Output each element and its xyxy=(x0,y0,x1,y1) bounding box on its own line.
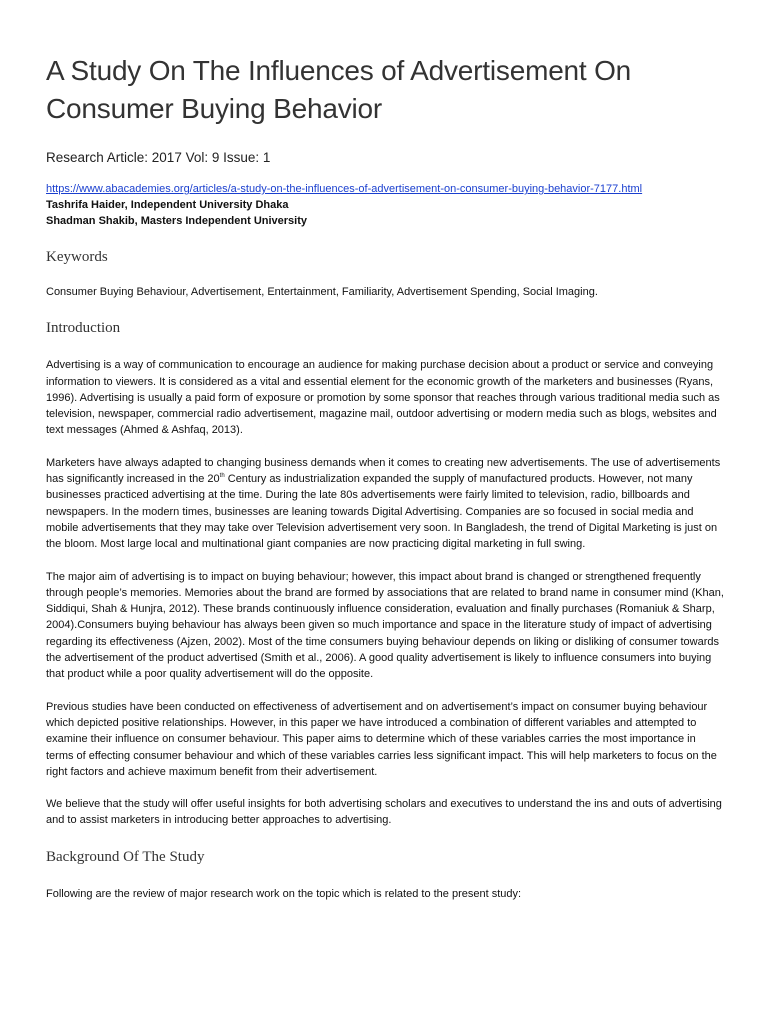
article xyxy=(46,52,726,902)
article-title: A Study On The Influences of Advertisement On Consumer Buying Behavior xyxy=(46,55,632,124)
keywords-text: Consumer Buying Behaviour, Advertisement, Entertainment, Familiarity, Advertisement Spending, Social Imaging. xyxy=(46,286,598,298)
background-paragraph-1: Following are the review of major research work on the topic which is related to the present study: xyxy=(46,887,522,900)
author-2: Shadman Shakib, Masters Independent University xyxy=(46,215,308,227)
intro-paragraph-5: We believe that the study will offer useful insights for both advertising scholars and executives to understand the ins and outs of advertising and to assist marketers in introducing better approaches to advertising. xyxy=(46,798,722,827)
article-meta: Research Article: 2017 Vol: 9 Issue: 1 xyxy=(46,150,271,165)
intro-paragraph-1: Advertising is a way of communication to encourage an audience for making purchase decision about a product or service and conveying information to viewers. It is considered as a vital and essential element for the economic growth of the marketers and businesses (Ryans, 1996). Advertising is usually a paid form of exposure or promotion by some sponsor that reaches through various traditional media such as television, newspaper, commercial radio advertisement, magazine mail, outdoor advertising or modern media such as blogs, websites and text messages (Ahmed & Ashfaq, 2013). xyxy=(46,359,720,437)
intro-paragraph-2-part-b: Century as industrialization expanded the supply of manufactured products. However, not many businesses practiced advertising at the time. During the late 80s advertisements were fairly limited to television, radio, billboards and newspapers. In the modern times, businesses are leaning towards Digital Advertising. Companies are so focused in social media and mobile advertisements that they may take over Television advertisement very soon. In Bangladesh, the trend of Digital Marketing is just on the bloom. Most large local and multinational giant companies are now practicing digital marketing in full swing. xyxy=(46,473,718,551)
intro-paragraph-4: Previous studies have been conducted on effectiveness of advertisement and on advertisement’s impact on consumer buying behaviour which depicted positive relationships. However, in this paper we have introduced a combination of different variables and attempted to examine their influence on consumer behaviour. This paper aims to determine which of these variables carries the most importance in terms of effecting consumer behaviour and which of these variables carries less significant impact. This will help marketers to focus on the right factors and achieve maximum benefit from their advertisement. xyxy=(46,700,717,778)
background-heading: Background Of The Study xyxy=(46,848,205,865)
intro-paragraph-2-part-a: Marketers have always adapted to changing business demands when it comes to creating new advertisements. The use of advertisements has significantly increased in the 20 xyxy=(46,456,721,486)
intro-paragraph-3: The major aim of advertising is to impact on buying behaviour; however, this impact about brand is changed or strengthened frequently through people’s memories. Memories about the brand are formed by associations that are related to brand name in consumer mind (Khan, Siddiqui, Shah & Hunjra, 2012). These brands continuously influence consideration, evaluation and finally purchases (Romaniuk & Sharp, 2004).Consumers buying behaviour has always been given so much importance and space in the literature study of impact of advertising regarding its effectiveness (Ajzen, 2002). Most of the time consumers buying behaviour depends on liking or disliking of consumer towards the advertisement of the product advertised (Smith et al., 2006). A good quality advertisement is likely to influence consumers into buying that product while a poor quality advertisement will do the opposite. xyxy=(46,570,724,681)
author-1: Tashrifa Haider, Independent University Dhaka xyxy=(46,199,289,211)
article-url-link[interactable]: https://www.abacademies.org/articles/a-study-on-the-influences-of-advertisement-on-consumer-buying-behavior-7177.html xyxy=(46,183,643,195)
intro-paragraph-2 xyxy=(46,455,726,553)
ordinal-suffix: th xyxy=(219,473,225,480)
keywords-heading: Keywords xyxy=(46,249,108,265)
introduction-heading: Introduction xyxy=(46,320,121,337)
